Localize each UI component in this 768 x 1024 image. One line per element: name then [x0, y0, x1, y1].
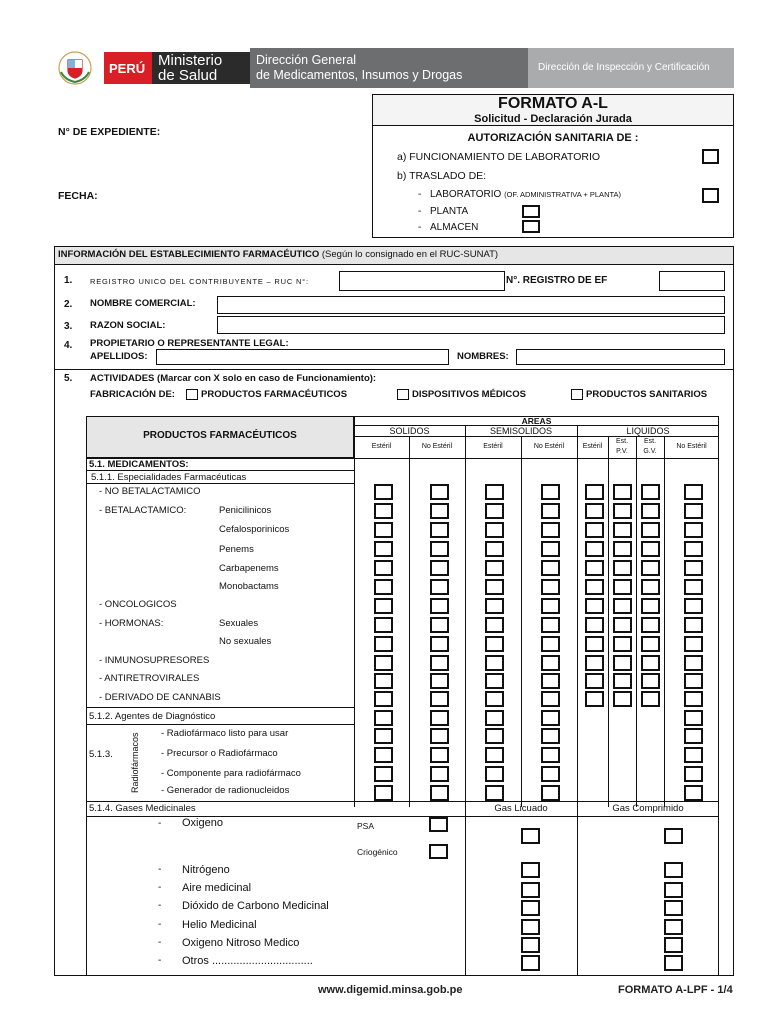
area-checkbox-r9-c2[interactable]: [485, 655, 504, 671]
gas-helio: Helio Medicinal: [182, 919, 257, 931]
area-checkbox-r7-c1[interactable]: [430, 617, 449, 633]
psa-checkbox[interactable]: [429, 817, 448, 832]
area-checkbox-x0-c1[interactable]: [430, 710, 449, 726]
area-checkbox-r10-c2[interactable]: [485, 673, 504, 689]
fab-ps-checkbox[interactable]: [571, 389, 583, 400]
s511-label: 5.1.1. Especialidades Farmacéuticas: [91, 472, 247, 483]
row-line-512-b: [86, 724, 354, 725]
col-line-6: [608, 436, 609, 807]
ruc-num: 1.: [64, 275, 73, 286]
area-checkbox-r2-c6[interactable]: [641, 522, 660, 538]
area-checkbox-r3-c6[interactable]: [641, 541, 660, 557]
area-checkbox-x2-c2[interactable]: [485, 747, 504, 763]
area-checkbox-r7-c2[interactable]: [485, 617, 504, 633]
gas-dash-6: -: [158, 937, 162, 948]
area-checkbox-r8-c5[interactable]: [613, 636, 632, 652]
criogenico-label: Criogénico: [357, 847, 398, 857]
s51-label: 5.1. MEDICAMENTOS:: [89, 459, 189, 470]
gas-licuado-checkbox-4[interactable]: [521, 919, 540, 935]
area-checkbox-r2-c7[interactable]: [684, 522, 703, 538]
gas-comprimido-checkbox-5[interactable]: [664, 937, 683, 953]
area-checkbox-r0-c2[interactable]: [485, 484, 504, 500]
peru-label: PERÚ: [109, 61, 146, 76]
cannabis: - DERIVADO DE CANNABIS: [99, 692, 221, 703]
area-checkbox-r10-c0[interactable]: [374, 673, 393, 689]
area-checkbox-r8-c6[interactable]: [641, 636, 660, 652]
nombre-label: NOMBRE COMERCIAL:: [90, 298, 196, 309]
area-checkbox-r1-c6[interactable]: [641, 503, 660, 519]
col-liq-gv-2: G.V.: [643, 448, 657, 455]
betalactamico: - BETALACTAMICO:: [99, 505, 187, 516]
antiretrovirales: - ANTIRETROVIRALES: [99, 673, 200, 684]
establishment-heading-note: (Según lo consignado en el RUC-SUNAT): [321, 249, 499, 260]
radio-item-4: - Generador de radionucleidos: [161, 785, 290, 796]
area-checkbox-r2-c2[interactable]: [485, 522, 504, 538]
option-b: b) TRASLADO DE:: [397, 170, 487, 182]
dash-lab: -: [418, 189, 422, 200]
area-checkbox-x4-c4[interactable]: [684, 785, 703, 801]
establishment-heading-title: INFORMACIÓN DEL ESTABLECIMIENTO FARMACÉUTICO: [58, 249, 320, 260]
dg-line2: de Medicamentos, Insumos y Drogas: [256, 68, 463, 82]
area-checkbox-r6-c6[interactable]: [641, 598, 660, 614]
gas-comprimido-checkbox-1[interactable]: [664, 862, 683, 878]
fab-label: FABRICACIÓN DE:: [90, 389, 175, 400]
area-checkbox-r7-c7[interactable]: [684, 617, 703, 633]
gas-comprimido-checkbox-0[interactable]: [664, 828, 683, 844]
col-liq-no-esteril: No Estéril: [676, 443, 707, 450]
gas-oxigeno: Oxigeno: [182, 817, 223, 829]
area-checkbox-x2-c1[interactable]: [430, 747, 449, 763]
razon-social-input[interactable]: [217, 316, 725, 334]
gas-licuado-checkbox-2[interactable]: [521, 882, 540, 898]
row-line-514-b: [86, 816, 719, 817]
area-checkbox-r0-c3[interactable]: [541, 484, 560, 500]
gas-comprimido-checkbox-2[interactable]: [664, 882, 683, 898]
area-checkbox-r9-c4[interactable]: [585, 655, 604, 671]
beta-monobactams: Monobactams: [219, 581, 279, 592]
nombres-input[interactable]: [516, 349, 725, 365]
establishment-heading: [58, 249, 498, 260]
gas-licuado-checkbox-3[interactable]: [521, 900, 540, 916]
area-checkbox-r8-c7[interactable]: [684, 636, 703, 652]
area-checkbox-x2-c4[interactable]: [684, 747, 703, 763]
gas-licuado-label: Gas Licuado: [494, 803, 548, 814]
dash-planta: -: [418, 206, 422, 217]
header-banner: [52, 48, 734, 88]
gas-licuado-checkbox-0[interactable]: [521, 828, 540, 844]
fab-pf-label: PRODUCTOS FARMACÉUTICOS: [201, 389, 348, 400]
area-checkbox-r5-c5[interactable]: [613, 579, 632, 595]
area-checkbox-r8-c2[interactable]: [485, 636, 504, 652]
area-checkbox-r4-c2[interactable]: [485, 560, 504, 576]
gas-licuado-checkbox-1[interactable]: [521, 862, 540, 878]
area-checkbox-x0-c4[interactable]: [684, 710, 703, 726]
area-checkbox-r3-c0[interactable]: [374, 541, 393, 557]
s513-label: 5.1.3.: [89, 749, 113, 760]
sub-almacen: ALMACEN: [430, 222, 479, 233]
prop-label: PROPIETARIO O REPRESENTANTE LEGAL:: [90, 338, 289, 349]
area-checkbox-x3-c4[interactable]: [684, 766, 703, 782]
coat-of-arms-icon: [56, 50, 94, 86]
act-label: ACTIVIDADES (Marcar con X solo en caso de Funcionamiento):: [90, 373, 377, 384]
prop-num: 4.: [64, 340, 73, 351]
area-checkbox-r3-c3[interactable]: [541, 541, 560, 557]
area-checkbox-r4-c6[interactable]: [641, 560, 660, 576]
beta-cefalosporinicos: Cefalosporinicos: [219, 524, 290, 535]
area-checkbox-r7-c0[interactable]: [374, 617, 393, 633]
gas-otros: Otros .................................: [182, 955, 313, 967]
area-checkbox-r1-c4[interactable]: [585, 503, 604, 519]
row-line-512: [86, 707, 354, 708]
area-checkbox-x0-c3[interactable]: [541, 710, 560, 726]
col-semi-no-esteril: No Estéril: [533, 443, 565, 450]
area-checkbox-x2-c3[interactable]: [541, 747, 560, 763]
col-line-4: [521, 436, 522, 807]
area-checkbox-r5-c4[interactable]: [585, 579, 604, 595]
footer-website: www.digemid.minsa.gob.pe: [318, 984, 463, 996]
area-checkbox-r7-c5[interactable]: [613, 617, 632, 633]
area-checkbox-r3-c4[interactable]: [585, 541, 604, 557]
fab-pf-checkbox[interactable]: [186, 389, 198, 400]
ruc-label: REGISTRO UNICO DEL CONTRIBUYENTE – RUC N°:: [90, 277, 309, 286]
sub-laboratorio: [430, 189, 621, 200]
gas-aire: Aire medicinal: [182, 882, 252, 894]
gas-licuado-checkbox-6[interactable]: [521, 955, 540, 971]
gas-dash-2: -: [158, 864, 162, 875]
col-line-5: [577, 425, 578, 976]
area-checkbox-r6-c3[interactable]: [541, 598, 560, 614]
area-checkbox-r1-c5[interactable]: [613, 503, 632, 519]
apellidos-input[interactable]: [156, 349, 449, 365]
area-checkbox-r3-c7[interactable]: [684, 541, 703, 557]
area-checkbox-r9-c7[interactable]: [684, 655, 703, 671]
area-checkbox-x4-c2[interactable]: [485, 785, 504, 801]
area-checkbox-r9-c5[interactable]: [613, 655, 632, 671]
area-checkbox-x3-c0[interactable]: [374, 766, 393, 782]
gas-nitrogeno: Nitrógeno: [182, 864, 230, 876]
area-checkbox-r1-c2[interactable]: [485, 503, 504, 519]
products-header: PRODUCTOS FARMACÉUTICOS: [143, 430, 297, 441]
area-checkbox-x2-c0[interactable]: [374, 747, 393, 763]
area-checkbox-r2-c1[interactable]: [430, 522, 449, 538]
area-checkbox-r11-c5[interactable]: [613, 691, 632, 707]
inmunosupresores: - INMUNOSUPRESORES: [99, 655, 210, 666]
s514-label: 5.1.4. Gases Medicinales: [89, 803, 196, 814]
area-checkbox-r1-c3[interactable]: [541, 503, 560, 519]
area-checkbox-r11-c1[interactable]: [430, 691, 449, 707]
gas-dash-1: -: [158, 818, 162, 829]
psa-label: PSA: [357, 821, 375, 831]
fecha-label: FECHA:: [58, 190, 98, 202]
gas-comprimido-checkbox-4[interactable]: [664, 919, 683, 935]
area-checkbox-x3-c2[interactable]: [485, 766, 504, 782]
col-line-2: [409, 436, 410, 807]
criogenico-checkbox[interactable]: [429, 844, 448, 859]
razon-num: 3.: [64, 321, 73, 332]
area-checkbox-x4-c3[interactable]: [541, 785, 560, 801]
area-checkbox-r6-c0[interactable]: [374, 598, 393, 614]
reg-ef-label: N°. REGISTRO DE EF: [506, 275, 608, 286]
area-checkbox-r9-c6[interactable]: [641, 655, 660, 671]
area-checkbox-r3-c2[interactable]: [485, 541, 504, 557]
oncologicos: - ONCOLOGICOS: [99, 599, 177, 610]
ministry-line2: de Salud: [158, 67, 218, 84]
section-divider: [54, 369, 734, 370]
col-line-7: [636, 436, 637, 807]
nombres-label: NOMBRES:: [457, 351, 509, 362]
area-checkbox-r1-c7[interactable]: [684, 503, 703, 519]
s512-label: 5.1.2. Agentes de Diagnóstico: [89, 711, 216, 722]
sub-laboratorio-label: LABORATORIO: [430, 189, 502, 200]
area-checkbox-r1-c0[interactable]: [374, 503, 393, 519]
razon-label: RAZON SOCIAL:: [90, 320, 166, 331]
area-checkbox-x3-c3[interactable]: [541, 766, 560, 782]
area-checkbox-r4-c7[interactable]: [684, 560, 703, 576]
area-checkbox-r5-c6[interactable]: [641, 579, 660, 595]
funcionamiento-checkbox[interactable]: [702, 149, 719, 164]
area-checkbox-r11-c3[interactable]: [541, 691, 560, 707]
area-checkbox-r5-c1[interactable]: [430, 579, 449, 595]
col-line-1: [354, 416, 355, 807]
area-checkbox-r11-c0[interactable]: [374, 691, 393, 707]
dept-label: Dirección de Inspección y Certificación: [538, 62, 710, 73]
area-checkbox-r11-c6[interactable]: [641, 691, 660, 707]
area-checkbox-r2-c3[interactable]: [541, 522, 560, 538]
area-checkbox-r0-c1[interactable]: [430, 484, 449, 500]
area-checkbox-r9-c0[interactable]: [374, 655, 393, 671]
col-line-8: [664, 436, 665, 807]
area-checkbox-r2-c4[interactable]: [585, 522, 604, 538]
beta-penems: Penems: [219, 544, 254, 555]
col-liq-esteril: Estéril: [582, 443, 603, 450]
beta-carbapenems: Carbapenems: [219, 563, 279, 574]
radiofarmacos-label: Radiofármacos: [130, 732, 140, 793]
ministry-line1: Ministerio: [158, 52, 223, 69]
hormonas-no-sexuales: No sexuales: [219, 636, 272, 647]
area-checkbox-x4-c1[interactable]: [430, 785, 449, 801]
gas-comprimido-label: Gas Comprimido: [612, 803, 684, 814]
gas-comprimido-checkbox-6[interactable]: [664, 955, 683, 971]
col-liq-pv-1: Est.: [615, 438, 629, 445]
form-title: FORMATO A-L: [498, 95, 608, 112]
area-checkbox-r6-c4[interactable]: [585, 598, 604, 614]
area-checkbox-r8-c4[interactable]: [585, 636, 604, 652]
area-checkbox-r6-c1[interactable]: [430, 598, 449, 614]
row-line-511-b: [86, 483, 354, 484]
area-checkbox-r8-c0[interactable]: [374, 636, 393, 652]
traslado-planta-checkbox[interactable]: [522, 205, 540, 218]
area-checkbox-r2-c5[interactable]: [613, 522, 632, 538]
col-line-3: [465, 425, 466, 976]
area-checkbox-x3-c1[interactable]: [430, 766, 449, 782]
beta-penicilinicos: Penicilinicos: [219, 505, 272, 516]
gas-dash-4: -: [158, 900, 162, 911]
area-checkbox-r0-c7[interactable]: [684, 484, 703, 500]
area-checkbox-r10-c3[interactable]: [541, 673, 560, 689]
area-checkbox-r4-c3[interactable]: [541, 560, 560, 576]
reg-ef-input[interactable]: [659, 271, 725, 291]
area-checkbox-r2-c0[interactable]: [374, 522, 393, 538]
area-checkbox-x1-c2[interactable]: [485, 728, 504, 744]
gas-licuado-checkbox-5[interactable]: [521, 937, 540, 953]
area-checkbox-r0-c6[interactable]: [641, 484, 660, 500]
semisolidos-label: SEMISOLIDOS: [489, 426, 552, 436]
area-checkbox-r5-c3[interactable]: [541, 579, 560, 595]
area-checkbox-r11-c4[interactable]: [585, 691, 604, 707]
area-checkbox-x1-c3[interactable]: [541, 728, 560, 744]
option-a: a) FUNCIONAMIENTO DE LABORATORIO: [397, 151, 601, 163]
area-checkbox-r3-c1[interactable]: [430, 541, 449, 557]
hormonas: - HORMONAS:: [99, 618, 164, 629]
area-checkbox-x4-c0[interactable]: [374, 785, 393, 801]
area-checkbox-r10-c7[interactable]: [684, 673, 703, 689]
auth-title: AUTORIZACIÓN SANITARIA DE :: [467, 132, 639, 144]
area-checkbox-x0-c2[interactable]: [485, 710, 504, 726]
fab-dm-label: DISPOSITIVOS MÉDICOS: [412, 389, 527, 400]
traslado-laboratorio-checkbox[interactable]: [702, 188, 719, 203]
radio-item-3: - Componente para radiofármaco: [161, 768, 301, 779]
area-checkbox-r5-c2[interactable]: [485, 579, 504, 595]
radio-item-1: - Radiofármaco listo para usar: [161, 728, 289, 739]
area-checkbox-r6-c2[interactable]: [485, 598, 504, 614]
area-checkbox-r7-c6[interactable]: [641, 617, 660, 633]
col-liq-gv-1: Est.: [643, 438, 657, 445]
dg-line1: Dirección General: [256, 53, 357, 67]
area-checkbox-r0-c4[interactable]: [585, 484, 604, 500]
area-checkbox-r4-c4[interactable]: [585, 560, 604, 576]
no-betalactamico: - NO BETALACTAMICO: [99, 486, 201, 497]
area-checkbox-r10-c6[interactable]: [641, 673, 660, 689]
area-checkbox-r7-c4[interactable]: [585, 617, 604, 633]
area-checkbox-r6-c7[interactable]: [684, 598, 703, 614]
area-checkbox-x1-c1[interactable]: [430, 728, 449, 744]
area-checkbox-r0-c5[interactable]: [613, 484, 632, 500]
area-checkbox-x1-c0[interactable]: [374, 728, 393, 744]
area-checkbox-x0-c0[interactable]: [374, 710, 393, 726]
area-checkbox-r10-c4[interactable]: [585, 673, 604, 689]
col-liq-pv-2: P.V.: [616, 448, 628, 455]
area-checkbox-x1-c4[interactable]: [684, 728, 703, 744]
gas-dash-3: -: [158, 882, 162, 893]
col-semi-esteril: Estéril: [483, 443, 503, 450]
area-checkbox-r4-c0[interactable]: [374, 560, 393, 576]
area-checkbox-r8-c1[interactable]: [430, 636, 449, 652]
areas-label: AREAS: [521, 416, 552, 426]
apellidos-label: APELLIDOS:: [90, 351, 148, 362]
area-checkbox-r10-c1[interactable]: [430, 673, 449, 689]
nombre-num: 2.: [64, 299, 73, 310]
area-checkbox-r5-c7[interactable]: [684, 579, 703, 595]
area-checkbox-r9-c3[interactable]: [541, 655, 560, 671]
sub-laboratorio-note: (OF. ADMINISTRATIVA + PLANTA): [504, 190, 622, 199]
fab-dm-checkbox[interactable]: [397, 389, 409, 400]
act-num: 5.: [64, 373, 73, 384]
radio-item-2: - Precursor o Radiofármaco: [161, 748, 278, 759]
dash-almacen: -: [418, 222, 422, 233]
hormonas-sexuales: Sexuales: [219, 618, 259, 629]
area-checkbox-r0-c0[interactable]: [374, 484, 393, 500]
area-checkbox-r8-c3[interactable]: [541, 636, 560, 652]
ruc-input[interactable]: [339, 271, 505, 291]
row-line-514: [86, 801, 719, 802]
gas-dash-7: -: [158, 955, 162, 966]
traslado-almacen-checkbox[interactable]: [522, 220, 540, 233]
area-checkbox-r7-c3[interactable]: [541, 617, 560, 633]
area-checkbox-r11-c7[interactable]: [684, 691, 703, 707]
area-checkbox-r5-c0[interactable]: [374, 579, 393, 595]
footer-page: FORMATO A-LPF - 1/4: [618, 984, 733, 996]
area-checkbox-r3-c5[interactable]: [613, 541, 632, 557]
area-checkbox-r1-c1[interactable]: [430, 503, 449, 519]
gas-dioxido: Dióxido de Carbono Medicinal: [182, 900, 329, 912]
liquidos-label: LIQUIDOS: [626, 426, 670, 436]
sub-planta: PLANTA: [430, 206, 469, 217]
area-checkbox-r4-c1[interactable]: [430, 560, 449, 576]
gas-comprimido-checkbox-3[interactable]: [664, 900, 683, 916]
gas-dash-5: -: [158, 919, 162, 930]
gas-oxigeno-nitroso: Oxigeno Nitroso Medico: [182, 937, 300, 949]
area-checkbox-r11-c2[interactable]: [485, 691, 504, 707]
area-checkbox-r10-c5[interactable]: [613, 673, 632, 689]
expediente-label: N° DE EXPEDIENTE:: [58, 126, 161, 138]
nombre-comercial-input[interactable]: [217, 296, 725, 314]
area-checkbox-r6-c5[interactable]: [613, 598, 632, 614]
area-checkbox-r9-c1[interactable]: [430, 655, 449, 671]
area-checkbox-r4-c5[interactable]: [613, 560, 632, 576]
solidos-label: SOLIDOS: [389, 426, 430, 436]
col-solidos-esteril: Estéril: [371, 443, 392, 450]
fab-ps-label: PRODUCTOS SANITARIOS: [586, 389, 708, 400]
form-subtitle: Solicitud - Declaración Jurada: [474, 113, 632, 125]
row-line-511: [86, 470, 354, 471]
col-solidos-no-esteril: No Estéril: [421, 443, 453, 450]
